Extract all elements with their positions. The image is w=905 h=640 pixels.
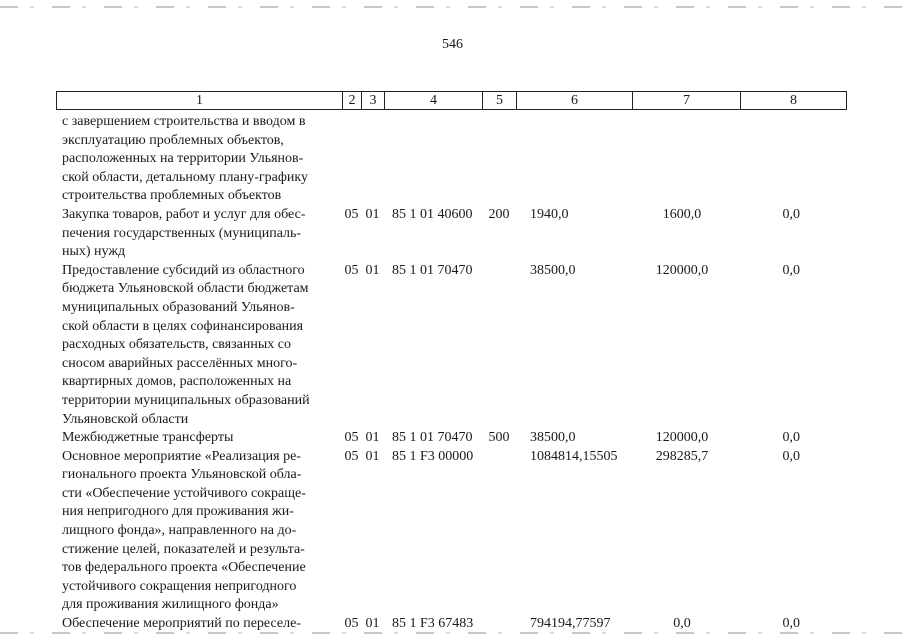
description-line: бюджета Ульяновской области бюджетам xyxy=(62,281,309,297)
description-line: гионального проекта Ульяновской обла- xyxy=(62,467,302,483)
section-code: 05 xyxy=(344,616,359,632)
target-article-code: 85 1 01 70470 xyxy=(392,430,473,446)
column-header-6: 6 xyxy=(517,92,633,110)
column-header-3: 3 xyxy=(362,92,385,110)
description-line: строительства проблемных объектов xyxy=(62,188,282,204)
target-article-code: 85 1 01 40600 xyxy=(392,206,473,222)
subsection-code: 01 xyxy=(365,262,380,278)
row-description xyxy=(56,429,342,448)
target-article-code: 85 1 F3 00000 xyxy=(392,448,474,464)
row-description xyxy=(56,113,342,206)
subsection-code: 01 xyxy=(365,206,380,222)
amount-col8: 0,0 xyxy=(782,262,800,278)
subsection-code xyxy=(361,113,384,206)
description-line: тов федерального проекта «Обеспечение xyxy=(62,560,306,576)
amount-col6: 38500,0 xyxy=(530,262,576,278)
table-row xyxy=(56,206,846,262)
table-row xyxy=(56,615,846,634)
target-article-code: 85 1 F3 67483 xyxy=(392,616,474,632)
description-line: расходных обязательств, связанных со xyxy=(62,337,291,353)
description-line: муниципальных образований Ульянов- xyxy=(62,299,295,315)
amount-col6: 1940,0 xyxy=(530,206,569,222)
column-header-row xyxy=(56,91,847,110)
expense-type-code xyxy=(482,615,516,634)
subsection-code: 01 xyxy=(365,430,380,446)
amount-col8: 0,0 xyxy=(782,616,800,632)
description-line: территории муниципальных образований xyxy=(62,392,310,408)
expense-type-code: 200 xyxy=(488,206,510,222)
subsection-code: 01 xyxy=(365,448,380,464)
budget-table xyxy=(56,113,846,634)
section-code: 05 xyxy=(344,262,359,278)
section-code: 05 xyxy=(344,206,359,222)
column-header-1: 1 xyxy=(57,92,343,110)
table-row xyxy=(56,448,846,615)
description-line: лищного фонда», направленного на до- xyxy=(62,523,297,539)
amount-col8 xyxy=(740,113,846,206)
amount-col7: 120000,0 xyxy=(655,262,709,278)
column-header-5: 5 xyxy=(483,92,517,110)
description-line: Закупка товаров, работ и услуг для обес- xyxy=(62,206,306,222)
page-number: 546 xyxy=(442,37,463,52)
amount-col7: 0,0 xyxy=(673,616,691,632)
description-line: ных) нужд xyxy=(62,244,126,260)
description-line: Ульяновской области xyxy=(62,411,189,427)
section-code xyxy=(342,113,361,206)
description-line: для проживания жилищного фонда» xyxy=(62,597,279,613)
target-article-code: 85 1 01 70470 xyxy=(392,262,473,278)
description-line: ской области в целях софинансирования xyxy=(62,318,304,334)
scan-edge-top xyxy=(0,6,905,8)
expense-type-code: 500 xyxy=(488,430,510,446)
amount-col6 xyxy=(516,113,632,206)
column-header-2: 2 xyxy=(343,92,362,110)
amount-col7: 298285,7 xyxy=(655,448,709,464)
amount-col7: 1600,0 xyxy=(662,206,702,222)
description-line: сти «Обеспечение устойчивого сокраще- xyxy=(62,485,306,501)
description-line: Межбюджетные трансферты xyxy=(62,430,234,446)
table-body xyxy=(56,113,846,634)
table-row xyxy=(56,429,846,448)
amount-col6: 794194,77597 xyxy=(530,616,611,632)
description-line: стижение целей, показателей и результа- xyxy=(62,541,305,557)
description-line: эксплуатацию проблемных объектов, xyxy=(62,132,284,148)
amount-col6: 1084814,15505 xyxy=(530,448,618,464)
subsection-code: 01 xyxy=(365,616,380,632)
expense-type-code xyxy=(482,113,516,206)
description-line: с завершением строительства и вводом в xyxy=(62,114,306,129)
row-description xyxy=(56,615,342,634)
section-code: 05 xyxy=(344,430,359,446)
expense-type-code xyxy=(482,448,516,615)
row-description xyxy=(56,448,342,615)
description-line: Основное мероприятие «Реализация ре- xyxy=(62,448,301,464)
amount-col6: 38500,0 xyxy=(530,430,576,446)
scan-edge-bottom xyxy=(0,632,905,634)
table-row xyxy=(56,113,846,206)
description-line: ния непригодного для проживания жи- xyxy=(62,504,294,520)
description-line: сносом аварийных расселённых много- xyxy=(62,355,298,371)
column-header-7: 7 xyxy=(633,92,741,110)
description-line: Обеспечение мероприятий по переселе- xyxy=(62,616,301,632)
amount-col7 xyxy=(632,113,740,206)
row-description xyxy=(56,262,342,429)
section-code: 05 xyxy=(344,448,359,464)
amount-col8: 0,0 xyxy=(782,430,800,446)
description-line: Предоставление субсидий из областного xyxy=(62,262,305,278)
row-description xyxy=(56,206,342,262)
column-header-4: 4 xyxy=(385,92,483,110)
description-line: устойчивого сокращения непригодного xyxy=(62,578,297,594)
amount-col8: 0,0 xyxy=(782,206,800,222)
description-line: квартирных домов, расположенных на xyxy=(62,374,292,390)
expense-type-code xyxy=(482,262,516,429)
description-line: ской области, детальному плану-графику xyxy=(62,169,308,185)
description-line: расположенных на территории Ульянов- xyxy=(62,151,304,167)
amount-col8: 0,0 xyxy=(782,448,800,464)
column-header-8: 8 xyxy=(741,92,847,110)
table-row xyxy=(56,262,846,429)
amount-col7: 120000,0 xyxy=(655,430,709,446)
description-line: печения государственных (муниципаль- xyxy=(62,225,302,241)
target-article-code xyxy=(384,113,482,206)
